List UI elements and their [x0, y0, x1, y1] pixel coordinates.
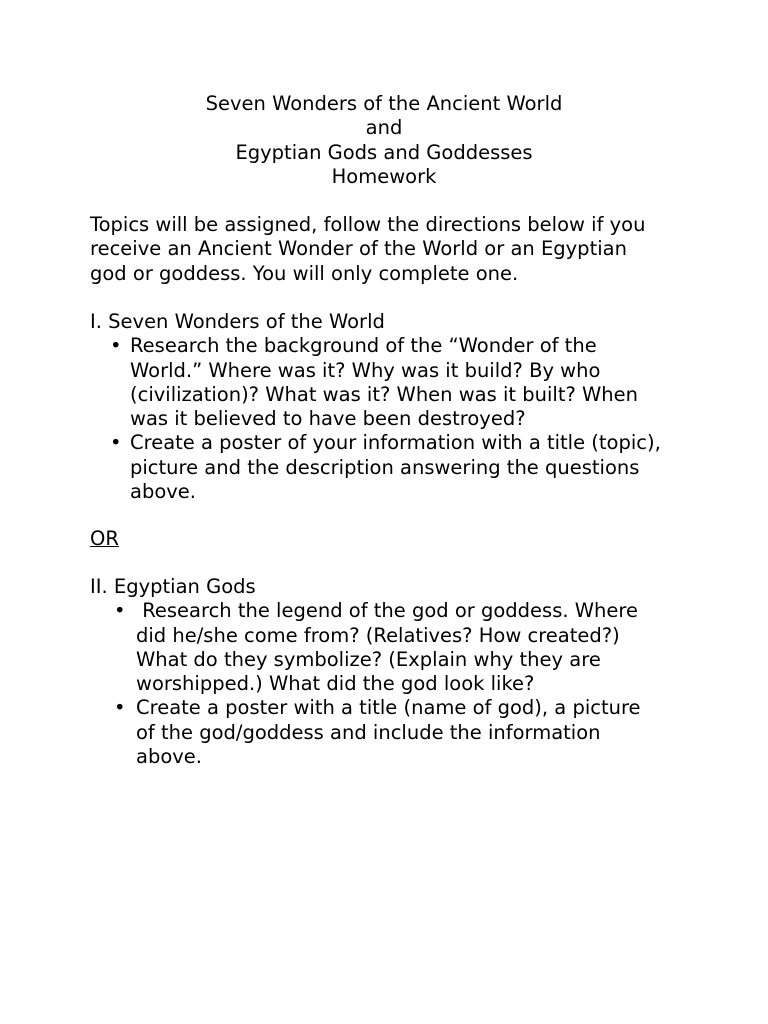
section-heading: II. Egyptian Gods	[90, 575, 256, 598]
bullet-line: Research the legend of the god or goddess. Where	[136, 599, 638, 623]
bullet-line: Create a poster with a title (name of god), a picture	[136, 696, 641, 720]
section-egyptian-gods	[90, 575, 710, 769]
bullet-icon: •	[110, 334, 122, 358]
bullet-list	[90, 599, 710, 769]
bullet-line: What do they symbolize? (Explain why they are	[136, 647, 601, 671]
bullet-icon: •	[110, 431, 122, 455]
bullet-icon: •	[114, 696, 126, 720]
intro-paragraph	[90, 213, 690, 286]
title-line-1: Seven Wonders of the Ancient World	[205, 92, 563, 115]
bullet-line: World.” Where was it? Why was it build? By who	[130, 358, 601, 382]
bullet-line: above.	[130, 480, 196, 504]
bullet-item	[90, 431, 710, 504]
bullet-line: worshipped.) What did the god look like?	[136, 672, 535, 696]
or-divider-text: OR	[90, 527, 119, 550]
bullet-item	[90, 334, 710, 431]
bullet-line: (civilization)? What was it? When was it built? When	[130, 382, 639, 406]
bullet-line: Research the background of the “Wonder of the	[130, 334, 597, 358]
bullet-line: picture and the description answering the questions	[130, 455, 640, 479]
bullet-line: did he/she come from? (Relatives? How created?)	[136, 623, 620, 647]
title-line-4: Homework	[331, 164, 437, 188]
title-line-3: Egyptian Gods and Goddesses	[235, 140, 533, 164]
bullet-list	[90, 334, 710, 504]
bullet-icon: •	[114, 599, 126, 623]
bullet-line: of the god/goddess and include the information	[136, 720, 601, 744]
bullet-line: Create a poster of your information with a title (topic),	[130, 431, 661, 455]
intro-line: receive an Ancient Wonder of the World or an Egyptian	[90, 237, 627, 261]
document-title	[0, 92, 768, 189]
section-seven-wonders	[90, 310, 710, 504]
intro-line: Topics will be assigned, follow the directions below if you	[90, 213, 646, 236]
bullet-line: was it believed to have been destroyed?	[130, 407, 526, 431]
bullet-line: above.	[136, 745, 202, 769]
bullet-item	[90, 696, 710, 769]
title-line-2: and	[365, 116, 403, 140]
intro-line: god or goddess. You will only complete one.	[90, 261, 519, 285]
bullet-item	[90, 599, 710, 696]
section-heading: I. Seven Wonders of the World	[90, 310, 385, 333]
